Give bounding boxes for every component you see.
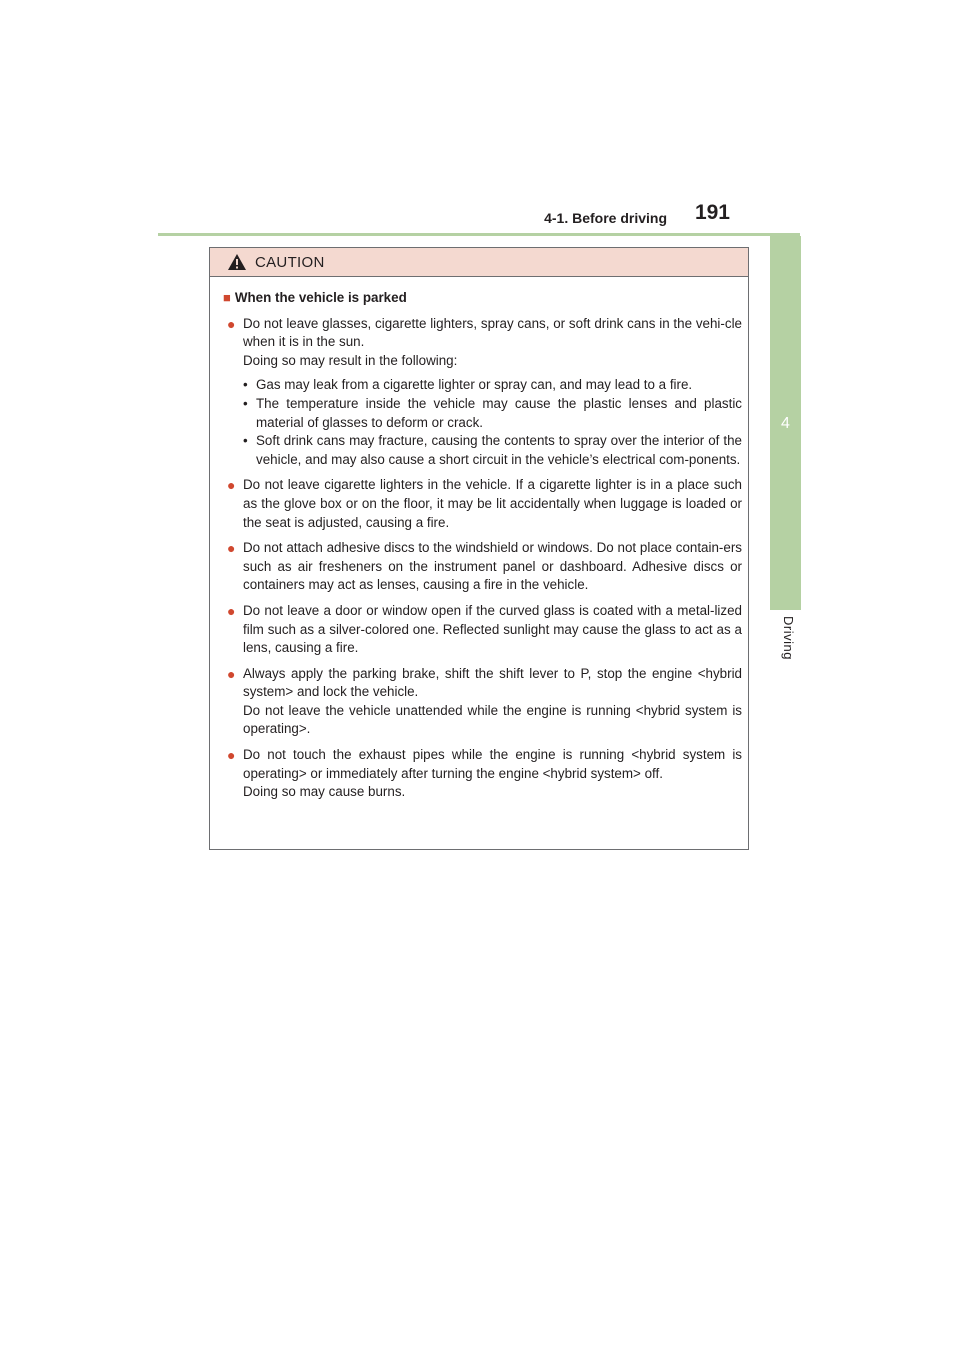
list-item: • The temperature inside the vehicle may cause the plastic lenses and plastic material of glasses to deform or crack. — [243, 395, 742, 430]
item-text: Doing so may result in the following: — [243, 352, 458, 368]
caution-item-4 — [223, 602, 742, 658]
page-header — [158, 200, 800, 236]
section-title: 4-1. Before driving — [544, 210, 667, 226]
list-item: • Soft drink cans may fracture, causing the contents to spray over the interior of the vehicle, and may also cause a short circuit in the vehicle’s electrical com-ponents. — [243, 433, 742, 467]
consequence-list — [243, 376, 742, 469]
chapter-label: Driving — [781, 616, 796, 660]
list-item: • Gas may leak from a cigarette lighter or spray can, and may lead to a fire. — [243, 376, 742, 395]
caution-title: CAUTION — [255, 253, 325, 271]
chapter-tab — [770, 236, 801, 610]
caution-body — [210, 277, 748, 802]
page-number: 191 — [694, 201, 730, 224]
caution-header — [210, 248, 748, 277]
header-rule — [158, 233, 800, 236]
circle-bullet-icon: ● — [227, 477, 236, 494]
item-text: Do not attach adhesive discs to the windshield or windows. Do not place contain-ers such as air fresheners on the instrument panel or dashboard. Adhesive discs or containers may act as lenses, causing a fire in the vehicle. — [243, 540, 742, 593]
caution-item-6 — [223, 746, 742, 802]
item-text: Always apply the parking brake, shift the shift lever to P, stop the engine <hybrid system> and lock the vehicle. — [243, 665, 742, 700]
caution-subheading — [223, 289, 742, 308]
circle-bullet-icon: ● — [227, 602, 236, 619]
dot-bullet-icon: • — [243, 395, 248, 411]
circle-bullet-icon: ● — [227, 747, 236, 764]
item-text: Do not leave the vehicle unattended while the engine is running <hybrid system is operating>. — [243, 702, 742, 737]
chapter-number: 4 — [781, 415, 790, 432]
subheading-text: When the vehicle is parked — [234, 290, 407, 305]
item-text: Do not leave a door or window open if the curved glass is coated with a metal-lized film such as a silver-colored one. Reflected sunlight may cause the glass to act as a lens, causing a fire. — [243, 602, 742, 656]
dot-bullet-icon: • — [243, 433, 248, 449]
circle-bullet-icon: ● — [227, 540, 236, 557]
item-text: Do not leave cigarette lighters in the vehicle. If a cigarette lighter is in a place such as the glove box or on the floor, it may be lit accidentally when luggage is loaded or the seat is adjusted, causing a fire. — [243, 477, 742, 530]
square-bullet-icon: ■ — [223, 290, 231, 305]
caution-item-3 — [223, 539, 742, 595]
caution-box — [209, 247, 749, 850]
circle-bullet-icon: ● — [227, 665, 236, 682]
caution-item-5 — [223, 665, 742, 739]
item-text: Do not touch the exhaust pipes while the engine is running <hybrid system is operating> or immediately after turning the engine <hybrid system> off. — [243, 747, 742, 781]
caution-item-2 — [223, 476, 742, 532]
item-text: Do not leave glasses, cigarette lighters, spray cans, or soft drink cans in the vehi-cle when it is in the sun. — [243, 315, 742, 350]
warning-triangle-icon — [227, 253, 247, 271]
caution-item-1 — [223, 315, 742, 470]
dot-bullet-icon: • — [243, 377, 248, 393]
item-text: Doing so may cause burns. — [243, 784, 406, 800]
circle-bullet-icon: ● — [227, 315, 236, 332]
